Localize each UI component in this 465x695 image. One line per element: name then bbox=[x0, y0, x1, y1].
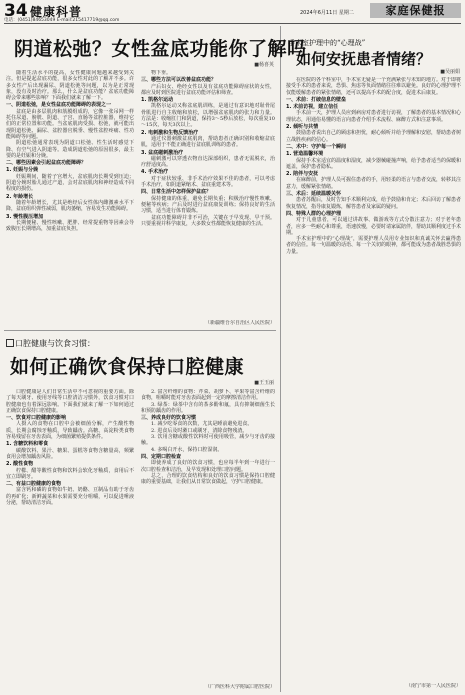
subheading: 3. 盆底磁刺激治疗 bbox=[141, 149, 184, 156]
subheading: 2. 年龄增长 bbox=[6, 193, 34, 200]
section-divider bbox=[4, 330, 276, 331]
article3-body bbox=[286, 77, 461, 681]
paragraph: 物下垂。 bbox=[151, 70, 172, 76]
subheading: 3. 慢性腹压增加 bbox=[6, 213, 44, 220]
subheading: 4. 手术治疗 bbox=[141, 169, 169, 176]
article2-title: 如何正确饮食保持口腔健康 bbox=[10, 356, 245, 378]
paragraph: 盆底功能障碍并非不可治，关键在于早发现、早干预。只要重视并科学康复，大多数女性都能恢复健康的生活。 bbox=[141, 214, 275, 227]
article1-column-2 bbox=[141, 70, 275, 320]
subheading: 四、日常生活中怎样保护盆底？ bbox=[141, 189, 212, 196]
paragraph: 妊娠期间，随着子宫增大，盆底肌肉长期受到压迫；阴道分娩时胎儿通过产道，会对盆底肌肉和神经造成不同程度的损伤。 bbox=[6, 173, 134, 193]
subheading: 一、饮食对口腔健康的影响 bbox=[6, 415, 67, 422]
paragraph: 患者苏醒后，及时告知手术顺利完成，给予鼓励和肯定；术后回访了解患者恢复情况，指导康复锻炼，解答患者及家属的疑问。 bbox=[286, 197, 461, 210]
paragraph: 手术前一天，护理人员应到病房对患者进行访视，了解患者的基本情况和心理状态，用通俗易懂的语言向患者介绍手术流程、麻醉方式和注意事项。 bbox=[286, 110, 461, 123]
subheading: 四、定期口腔检查 bbox=[141, 453, 182, 460]
page-header bbox=[0, 0, 465, 22]
article1-source: （新疆维吾尔自治区人民医院） bbox=[204, 320, 275, 326]
article3-source: （南宁市第一人民医院） bbox=[405, 683, 461, 689]
paragraph: 人摄入的食物在口腔中会被细菌分解，产生酸性物质，长期会腐蚀牙釉质，导致龋齿。高糖、高淀粉类食物容易残留在牙齿表面，为细菌繁殖提供条件。 bbox=[6, 421, 134, 441]
article3-kicker: 手术室护理中的“心理战” bbox=[288, 39, 366, 47]
paragraph: 鼓励患者说出自己的顾虑和担忧，耐心倾听并给予理解和安慰，帮助患者树立战胜疾病的信心。 bbox=[286, 130, 461, 143]
paragraph: 保持手术室适宜的温度和湿度，减少器械碰撞声响，给予患者适当的保暖和遮盖，保护患者隐私。 bbox=[286, 157, 461, 170]
subheading: 一、术前：打破信息的壁垒 bbox=[286, 96, 347, 103]
paragraph: 即使养成了良好的饮食习惯，也应每半年到一年进行一次口腔检查和洁治，及早发现和处理口腔问题。 bbox=[141, 460, 275, 473]
paragraph: 3. 饮用含糖或酸性饮料时可使用吸管，减少与牙齿的接触。 bbox=[141, 434, 275, 447]
paragraph: 富含钙和磷的食物如牛奶、奶酪、豆制品有助于牙齿的再矿化；新鲜蔬菜和水果需要充分咀嚼，可以促进唾液分泌，帮助清洁牙面。 bbox=[6, 487, 134, 507]
paragraph: 随着年龄增长，尤其是绝经后女性体内雌激素水平下降，盆底组织弹性减弱，肌肉萎缩，容易发生功能障碍。 bbox=[6, 199, 134, 213]
subheading: 三、养成良好的饮食习惯 bbox=[141, 415, 197, 422]
article2-column-1 bbox=[6, 389, 134, 691]
subheading: 1. 营造温馨环境 bbox=[286, 151, 324, 158]
paragraph: 口腔健康是人们日常生活中不可忽视的重要方面。除了每天刷牙、使用牙线等口腔清洁习惯外，饮食习惯对口腔健康也有着深远影响。下面我们就来了解一下如何通过正确饮食保持口腔健康。 bbox=[6, 389, 134, 414]
paragraph: 对于症状较重、非手术治疗效果不佳的患者，可以考虑手术治疗，如阴道紧缩术、盆底重建术等。 bbox=[141, 175, 275, 189]
page-number: 34 bbox=[4, 1, 28, 21]
paragraph: 2. 进食后及时漱口或刷牙，清除食物残渣。 bbox=[151, 427, 248, 434]
paragraph: 通过仪器刺激盆底肌肉，帮助患者正确识别和收缩盆底肌，适用于不能正确进行盆底肌训练的患者。 bbox=[141, 135, 275, 149]
paragraph: 碳酸饮料、果汁、糖果、蛋糕等食物含糖量高，频繁食用会增加龋齿风险。 bbox=[6, 447, 134, 460]
paragraph: 盆底是由多层肌肉和筋膜组成的，它像一张吊网一样托住尿道、膀胱、阴道、子宫、直肠等盆腔脏器，维持它们的正常位置和功能。当盆底肌肉受损、松弛，就可能出现阴道松弛、漏尿、盆腔器官脱垂、慢性盆腔疼痛、性功能障碍等问题。 bbox=[6, 108, 134, 140]
subheading: 1. 含糖饮料和零食 bbox=[6, 441, 49, 448]
article1-column-1 bbox=[6, 70, 134, 328]
paragraph: 总之，合理的饮食结构和良好的饮食习惯是保持口腔健康的重要基础，让我们从日常饮食做起，守护口腔健康。 bbox=[141, 472, 275, 486]
paragraph: 阴道松弛通常表现为阴道口松弛、性生活时感觉下降、有空气进入阴道等。造成阴道松弛的原因很多，最主要的是妊娠和分娩。 bbox=[6, 140, 134, 159]
article2-author: ■王玉丽 bbox=[254, 380, 274, 386]
subheading: 2. 陪伴与安抚 bbox=[286, 171, 319, 178]
column-divider bbox=[280, 26, 281, 692]
paragraph: 磁刺激可以穿透衣物直达深部组织，患者无需脱衣，治疗舒适度高。 bbox=[141, 155, 275, 169]
paragraph: 长期便秘、慢性咳嗽、肥胖、经常提重物等因素会导致腹压长期增高，加重盆底负担。 bbox=[6, 219, 134, 233]
paragraph: 柠檬、醋等酸性食物和饮料会软化牙釉质，食用后不宜立即刷牙。 bbox=[6, 467, 134, 480]
subheading: 四、特殊人群的心理护理 bbox=[286, 210, 342, 217]
square-icon bbox=[6, 339, 14, 347]
paragraph: 对于儿童患者，可以通过讲故事、做游戏等方式分散注意力；对于老年患者，应多一些耐心和尊重，语速放慢，必要时请家属陪伴，帮助其顺利度过手术期。 bbox=[286, 217, 461, 236]
article3-author: ■吴丽娟 bbox=[440, 69, 460, 75]
subheading: 1. 妊娠与分娩 bbox=[6, 167, 39, 174]
subheading: 2. 电刺激和生物反馈治疗 bbox=[141, 129, 199, 136]
article2-kicker: 口腔健康与饮食习惯： bbox=[6, 338, 276, 349]
newspaper-brand: 家庭保健报 bbox=[370, 3, 461, 18]
paragraph: 产后妇女、绝经女性以及有盆底功能障碍症状的女性，都应及时到医院进行盆底功能评估和筛查。 bbox=[141, 83, 275, 96]
section-name: 健康科普 bbox=[30, 5, 83, 19]
article3-title: 如何安抚患者情绪？ bbox=[296, 50, 432, 68]
subheading: 二、术中：守护每一个瞬间 bbox=[286, 143, 347, 150]
paragraph: 在医院的各个科室中，手术室无疑是一个充满紧张与未知的地方。对于即将接受手术的患者来说，恐惧、焦虑等负面情绪往往难以避免。良好的心理护理不仅能缓解患者的紧张情绪，还可以提高手术的配合度，促进术后康复。 bbox=[286, 77, 461, 96]
subheading: 二、有益口腔健康的食物 bbox=[6, 481, 62, 488]
paragraph: 凯格尔运动又称盆底肌训练，是通过有意识地对耻骨尾骨肌进行自主收缩和放松，以增强盆底肌肉的张力和力量。方法是：收缩肛门和阴道，保持3～5秒后放松，每次重复10～15次，每天3次以上。 bbox=[141, 103, 275, 129]
subheading: 2. 酸性食物 bbox=[6, 461, 34, 468]
subheading: 一、阴道松弛，是女性盆底功能障碍的表现之一 bbox=[6, 102, 112, 109]
subheading: 三、术后：延续温暖关怀 bbox=[286, 191, 342, 198]
subheading: 二、哪些因素会引起盆底功能障碍？ bbox=[6, 160, 87, 167]
paragraph: 手术室护理中的“心理战”，需要护理人员用专业知识和真诚关怀去赢得患者的信任。每一句温暖的话语、每一个关切的眼神，都可能成为患者战胜恐惧的力量。 bbox=[286, 236, 461, 255]
paragraph: 保持健康的体重，避免长期负重；积极治疗慢性咳嗽、便秘等疾病；产后及时进行盆底康复训练；保持良好的生活习惯，适当进行体育锻炼。 bbox=[141, 195, 275, 215]
subheading: 1. 凯格尔运动 bbox=[141, 97, 174, 104]
header-rule bbox=[4, 23, 461, 24]
subheading: 1. 术前访视，建立信任 bbox=[286, 104, 339, 111]
article1-author: ■杨喜英 bbox=[254, 62, 274, 68]
contact-info: 电话：(0451)84653049 E-mail:215417719@qq.com bbox=[4, 18, 120, 23]
paragraph: 随着生活水平的提高，女性健康问题越来越受到关注。但是提起盆底功能，很多女性对此的了解并不多。许多女性产后出现漏尿、阴道松弛等问题，以为是正常现象，没有及时治疗。那么，什么是盆底功能？盆底功能障碍会带来哪些影响？下面我们就来了解一下。 bbox=[6, 70, 134, 102]
issue-date: 2024年6月11日 星期二 bbox=[300, 10, 354, 16]
subheading: 三、哪些方法可以改善盆底功能？ bbox=[141, 77, 217, 84]
article2-source: （广西医科大学附属口腔医院） bbox=[204, 684, 275, 690]
paragraph: 4. 多喝白开水，保持口腔湿润。 bbox=[151, 446, 223, 453]
subheading: 2. 倾听与共情 bbox=[286, 124, 319, 131]
article2-banner bbox=[6, 338, 276, 349]
paragraph: 在麻醉前，护理人员可握住患者的手，用轻柔的语言与患者交流，转移其注意力，缓解紧张情绪。 bbox=[286, 177, 461, 190]
paragraph: 3. 绿茶：绿茶中含有的茶多酚和氟，具有抑制细菌生长和预防龋齿的作用。 bbox=[141, 401, 275, 414]
paragraph: 1. 减少吃零食的次数，尤其是睡前避免进食。 bbox=[151, 421, 253, 428]
article2-column-2 bbox=[141, 389, 275, 683]
article1-title: 阴道松弛？女性盆底功能你了解吗 bbox=[14, 38, 307, 60]
paragraph: 2. 富含纤维的食物：芹菜、胡萝卜、苹果等富含纤维的食物，咀嚼时能对牙齿表面起到一定的摩擦清洁作用。 bbox=[141, 389, 275, 402]
